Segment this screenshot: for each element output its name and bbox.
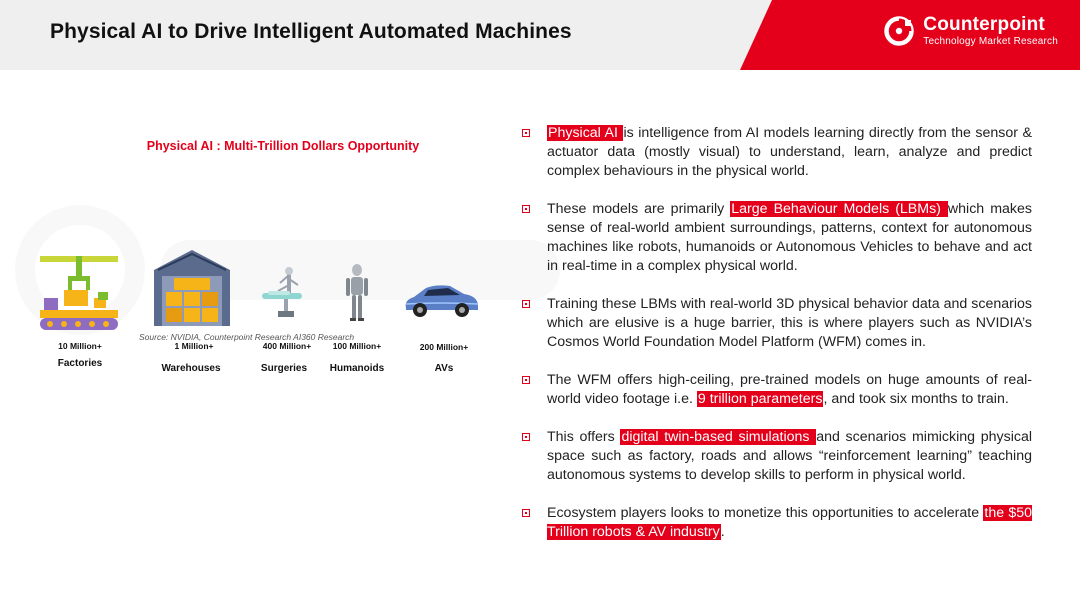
slide-title: Physical AI to Drive Intelligent Automated Machines xyxy=(50,20,572,43)
surgeries-value: 400 Million+ xyxy=(262,341,312,351)
warehouse-icon xyxy=(152,248,232,326)
bullet-square-icon xyxy=(522,300,530,308)
bullet-list xyxy=(520,124,1032,561)
slide-header xyxy=(0,0,1080,70)
surgeries-label: Surgeries xyxy=(260,363,308,374)
bullet-square-icon xyxy=(522,509,530,517)
bullet-item: These models are primarily Large Behaviour Models (LBMs) which makes sense of real-world ambient surroundings, patterns, context for autonomous machines like robots, humanoids or Autonomous Vehicles to behave and act in real-time in a complex physical world. xyxy=(520,200,1032,276)
bullet-item: Training these LBMs with real-world 3D physical behavior data and scenarios which are elusive is a huge barrier, this is where players such as NVIDIA’s Cosmos World Foundation Model Platform (WFM) comes in. xyxy=(520,295,1032,352)
warehouses-label: Warehouses xyxy=(161,363,221,374)
avs-label: AVs xyxy=(434,363,454,374)
brand-logo-group xyxy=(883,15,1058,47)
humanoids-value: 100 Million+ xyxy=(332,341,382,351)
bullet-square-icon xyxy=(522,129,530,137)
bullet-item: Ecosystem players looks to monetize this opportunities to accelerate the $50 Trillion robots & AV industry. xyxy=(520,504,1032,542)
highlight-text: digital twin-based simulations xyxy=(621,429,816,445)
brand-tagline: Technology Market Research xyxy=(923,36,1058,47)
chart-title: Physical AI : Multi-Trillion Dollars Opportunity xyxy=(146,139,420,153)
highlight-text: the $50 Trillion robots & AV industry xyxy=(547,505,1033,540)
factory-icon xyxy=(38,252,120,332)
highlight-text: 9 trillion parameters xyxy=(697,391,823,407)
humanoids-label: Humanoids xyxy=(329,363,385,374)
bullet-square-icon xyxy=(522,433,530,441)
warehouses-value: 1 Million+ xyxy=(174,341,214,351)
factories-value: 10 Million+ xyxy=(58,341,102,351)
highlight-text: Large Behaviour Models (LBMs) xyxy=(731,201,947,217)
humanoid-icon xyxy=(344,264,370,322)
factories-label: Factories xyxy=(57,358,103,369)
bullet-item: Physical AI is intelligence from AI models learning directly from the sensor & actuator data (mostly visual) to understand, learn, analyze and predict complex behaviours in the physical world. xyxy=(520,124,1032,181)
surgery-icon xyxy=(258,265,310,319)
highlight-text: Physical AI xyxy=(548,125,623,141)
brand-name: Counterpoint xyxy=(923,14,1045,35)
bullet-square-icon xyxy=(522,205,530,213)
bullet-square-icon xyxy=(522,376,530,384)
avs-value: 200 Million+ xyxy=(419,342,469,352)
counterpoint-logo-icon xyxy=(883,15,915,47)
bullet-item: The WFM offers high-ceiling, pre-trained models on huge amounts of real-world video footage i.e. 9 trillion parameters, and took six months to train. xyxy=(520,371,1032,409)
bullet-item: This offers digital twin-based simulations and scenarios mimicking physical space such as factory, roads and allows “reinforcement learning” teaching autonomous systems to develop skills to perform in physical world. xyxy=(520,428,1032,485)
chart-source-note: Source: NVIDIA, Counterpoint Research AI360 Research xyxy=(139,332,355,342)
car-icon xyxy=(400,282,482,320)
